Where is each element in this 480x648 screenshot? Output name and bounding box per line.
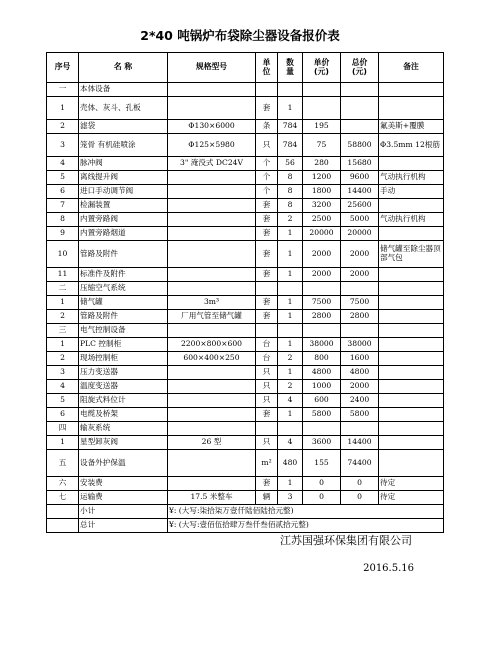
cell-name: 滤袋 — [79, 120, 168, 134]
header-no: 序号 — [47, 53, 79, 83]
cell-price: 1800 — [303, 185, 341, 199]
cell-unit: 套 — [256, 296, 278, 310]
cell-price: 195 — [303, 120, 341, 134]
table-row — [47, 227, 444, 241]
cell-remark: 气动执行机构 — [379, 213, 444, 227]
cell-unit: 只 — [256, 436, 278, 450]
table-row — [47, 324, 444, 338]
cell-name: 温度变送器 — [79, 380, 168, 394]
cell-remark — [379, 83, 444, 97]
table-row — [47, 380, 444, 394]
cell-qty: 8 — [278, 171, 303, 185]
cell-name: 笼骨 有机硅喷涂 — [79, 134, 168, 157]
cell-name: 输灰系统 — [79, 422, 168, 436]
cell-no: 3 — [47, 134, 79, 157]
cell-qty: 8 — [278, 185, 303, 199]
cell-qty: 1 — [278, 97, 303, 120]
cell-no: 5 — [47, 394, 79, 408]
cell-unit: m² — [256, 450, 278, 477]
cell-unit: 只 — [256, 366, 278, 380]
cell-name: 离线提升阀 — [79, 171, 168, 185]
cell-qty: 56 — [278, 157, 303, 171]
cell-remark — [379, 268, 444, 282]
cell-total: 5000 — [341, 213, 379, 227]
cell-price: 280 — [303, 157, 341, 171]
cell-price: 2500 — [303, 213, 341, 227]
grand-total-no — [47, 519, 79, 533]
cell-spec: 3" 淹没式 DC24V — [168, 157, 256, 171]
cell-spec: Φ130×6000 — [168, 120, 256, 134]
cell-price: 3600 — [303, 436, 341, 450]
cell-total: 5800 — [341, 408, 379, 422]
cell-price: 0 — [303, 477, 341, 491]
cell-name: 电气控制设备 — [79, 324, 168, 338]
cell-unit — [256, 422, 278, 436]
header-spec: 规格型号 — [168, 53, 256, 83]
cell-qty: 1 — [278, 227, 303, 241]
cell-unit: 套 — [256, 213, 278, 227]
header-total: 总价 (元) — [341, 53, 379, 83]
table-row — [47, 134, 444, 157]
table-row — [47, 213, 444, 227]
table-row — [47, 436, 444, 450]
cell-name: 内置旁路阀 — [79, 213, 168, 227]
cell-spec: 17.5 米整车 — [168, 491, 256, 505]
header-qty: 数 量 — [278, 53, 303, 83]
table-row — [47, 97, 444, 120]
cell-price — [303, 97, 341, 120]
cell-name: 管路及附件 — [79, 310, 168, 324]
cell-spec — [168, 213, 256, 227]
cell-unit: 个 — [256, 171, 278, 185]
cell-no: 6 — [47, 408, 79, 422]
cell-total: 0 — [341, 477, 379, 491]
cell-no: 4 — [47, 157, 79, 171]
subtotal-value: ¥: (大写:柒拾柒万壹仟陆佰陆拾元整) — [168, 505, 444, 519]
cell-no: 5 — [47, 171, 79, 185]
cell-name: 脉冲阀 — [79, 157, 168, 171]
cell-no: 2 — [47, 120, 79, 134]
cell-remark — [379, 324, 444, 338]
cell-remark — [379, 450, 444, 477]
cell-name: 压力变送器 — [79, 366, 168, 380]
cell-no: 7 — [47, 199, 79, 213]
cell-remark — [379, 282, 444, 296]
cell-total: 0 — [341, 491, 379, 505]
grand-total-row — [47, 519, 444, 533]
cell-remark: 待定 — [379, 477, 444, 491]
cell-total: 4800 — [341, 366, 379, 380]
cell-total: 2000 — [341, 268, 379, 282]
table-row — [47, 83, 444, 97]
cell-no: 1 — [47, 97, 79, 120]
cell-name: 本体设备 — [79, 83, 168, 97]
cell-name: 标准件及附件 — [79, 268, 168, 282]
cell-no: 一 — [47, 83, 79, 97]
table-row — [47, 408, 444, 422]
cell-unit: 套 — [256, 241, 278, 268]
cell-remark — [379, 157, 444, 171]
cell-qty: 1 — [278, 310, 303, 324]
cell-unit: 个 — [256, 185, 278, 199]
cell-spec — [168, 268, 256, 282]
cell-qty — [278, 83, 303, 97]
cell-price: 2000 — [303, 241, 341, 268]
cell-spec: 厂用气管至储气罐 — [168, 310, 256, 324]
cell-remark — [379, 296, 444, 310]
cell-spec — [168, 185, 256, 199]
cell-spec: 3m³ — [168, 296, 256, 310]
cell-qty: 2 — [278, 213, 303, 227]
cell-qty: 480 — [278, 450, 303, 477]
cell-remark — [379, 436, 444, 450]
cell-qty: 1 — [278, 408, 303, 422]
header-remark: 备注 — [379, 53, 444, 83]
grand-total-value: ¥: (大写:壹佰伍拾肆万叁仟叁佰贰拾元整) — [168, 519, 444, 533]
cell-name: 电缆及桥架 — [79, 408, 168, 422]
cell-price: 2000 — [303, 268, 341, 282]
table-row — [47, 352, 444, 366]
cell-unit: 套 — [256, 477, 278, 491]
cell-no: 2 — [47, 310, 79, 324]
table-row — [47, 491, 444, 505]
cell-no: 1 — [47, 436, 79, 450]
cell-no: 3 — [47, 366, 79, 380]
cell-remark — [379, 310, 444, 324]
cell-unit: 只 — [256, 380, 278, 394]
cell-spec — [168, 408, 256, 422]
table-row — [47, 199, 444, 213]
cell-unit — [256, 282, 278, 296]
table-row — [47, 120, 444, 134]
cell-spec: 26 型 — [168, 436, 256, 450]
cell-qty: 2 — [278, 352, 303, 366]
cell-spec — [168, 450, 256, 477]
cell-price: 600 — [303, 394, 341, 408]
cell-qty — [278, 282, 303, 296]
cell-unit: 台 — [256, 338, 278, 352]
cell-name: 运输费 — [79, 491, 168, 505]
cell-name: 进口手动调节阀 — [79, 185, 168, 199]
cell-unit: 套 — [256, 227, 278, 241]
cell-no: 8 — [47, 213, 79, 227]
cell-price: 155 — [303, 450, 341, 477]
cell-name: 设备外护保温 — [79, 450, 168, 477]
cell-total: 9600 — [341, 171, 379, 185]
table-row — [47, 171, 444, 185]
cell-unit: 套 — [256, 97, 278, 120]
cell-no: 4 — [47, 380, 79, 394]
cell-price — [303, 324, 341, 338]
table-row — [47, 422, 444, 436]
cell-total: 38000 — [341, 338, 379, 352]
cell-name: 储气罐 — [79, 296, 168, 310]
cell-qty — [278, 324, 303, 338]
cell-unit: 套 — [256, 408, 278, 422]
cell-remark: 待定 — [379, 491, 444, 505]
cell-total — [341, 282, 379, 296]
cell-name: PLC 控制柜 — [79, 338, 168, 352]
cell-unit: 套 — [256, 268, 278, 282]
cell-spec — [168, 380, 256, 394]
cell-remark — [379, 97, 444, 120]
header-name: 名 称 — [79, 53, 168, 83]
cell-price: 75 — [303, 134, 341, 157]
cell-name: 检漏装置 — [79, 199, 168, 213]
table-row — [47, 268, 444, 282]
table-row — [47, 185, 444, 199]
cell-price: 800 — [303, 352, 341, 366]
document-title: 2*40 吨锅炉布袋除尘器设备报价表 — [140, 28, 340, 43]
table-row — [47, 310, 444, 324]
cell-name: 阻旋式料位计 — [79, 394, 168, 408]
cell-total: 25600 — [341, 199, 379, 213]
cell-qty: 784 — [278, 134, 303, 157]
cell-price: 3200 — [303, 199, 341, 213]
cell-unit: 套 — [256, 199, 278, 213]
table-row — [47, 338, 444, 352]
cell-name: 安装费 — [79, 477, 168, 491]
table-row — [47, 241, 444, 268]
table-row — [47, 477, 444, 491]
cell-unit: 个 — [256, 157, 278, 171]
subtotal-label: 小计 — [79, 505, 168, 519]
cell-qty: 1 — [278, 477, 303, 491]
cell-total: 14400 — [341, 436, 379, 450]
grand-total-label: 总计 — [79, 519, 168, 533]
cell-spec: Φ125×5980 — [168, 134, 256, 157]
cell-no: 七 — [47, 491, 79, 505]
cell-unit — [256, 83, 278, 97]
cell-qty: 3 — [278, 491, 303, 505]
cell-remark — [379, 394, 444, 408]
cell-total: 2000 — [341, 380, 379, 394]
cell-qty: 1 — [278, 241, 303, 268]
cell-spec — [168, 97, 256, 120]
cell-remark: 手动 — [379, 185, 444, 199]
cell-total: 74400 — [341, 450, 379, 477]
cell-no: 9 — [47, 227, 79, 241]
cell-name: 管路及附件 — [79, 241, 168, 268]
cell-spec — [168, 227, 256, 241]
cell-price: 0 — [303, 491, 341, 505]
cell-name: 壳体、灰斗、孔板 — [79, 97, 168, 120]
cell-spec — [168, 171, 256, 185]
cell-remark: Φ3.5mm 12根筋 — [379, 134, 444, 157]
cell-price: 1000 — [303, 380, 341, 394]
cell-remark — [379, 408, 444, 422]
cell-remark — [379, 366, 444, 380]
cell-remark: 储气罐至除尘器顶部气包 — [379, 241, 444, 268]
cell-spec — [168, 199, 256, 213]
cell-spec — [168, 422, 256, 436]
cell-qty: 1 — [278, 338, 303, 352]
table-row — [47, 366, 444, 380]
cell-spec: 600×400×250 — [168, 352, 256, 366]
cell-spec — [168, 241, 256, 268]
cell-spec — [168, 324, 256, 338]
cell-total: 15680 — [341, 157, 379, 171]
cell-name: 内置旁路烟道 — [79, 227, 168, 241]
cell-total: 2400 — [341, 394, 379, 408]
cell-no: 三 — [47, 324, 79, 338]
cell-spec: 2200×800×600 — [168, 338, 256, 352]
cell-total: 58800 — [341, 134, 379, 157]
cell-qty: 784 — [278, 120, 303, 134]
cell-no: 2 — [47, 352, 79, 366]
cell-total: 20000 — [341, 227, 379, 241]
table-row — [47, 157, 444, 171]
cell-qty — [278, 422, 303, 436]
cell-price: 5800 — [303, 408, 341, 422]
cell-price — [303, 83, 341, 97]
subtotal-row — [47, 505, 444, 519]
cell-total: 2800 — [341, 310, 379, 324]
cell-qty: 2 — [278, 380, 303, 394]
cell-total — [341, 120, 379, 134]
subtotal-no — [47, 505, 79, 519]
cell-unit: 条 — [256, 120, 278, 134]
cell-name: 压缩空气系统 — [79, 282, 168, 296]
cell-price: 20000 — [303, 227, 341, 241]
document-date: 2016.5.16 — [363, 563, 414, 574]
cell-qty: 4 — [278, 394, 303, 408]
quotation-table — [46, 52, 444, 533]
cell-unit: 辆 — [256, 491, 278, 505]
cell-spec — [168, 477, 256, 491]
cell-unit: 只 — [256, 134, 278, 157]
table-body — [47, 83, 444, 505]
cell-total: 2000 — [341, 241, 379, 268]
cell-name: 现场控制柜 — [79, 352, 168, 366]
cell-qty: 8 — [278, 199, 303, 213]
table-header-row — [47, 53, 444, 83]
cell-remark — [379, 227, 444, 241]
cell-total: 1600 — [341, 352, 379, 366]
cell-unit: 只 — [256, 394, 278, 408]
cell-remark — [379, 199, 444, 213]
cell-remark — [379, 422, 444, 436]
cell-remark — [379, 338, 444, 352]
cell-name: 星型卸灰阀 — [79, 436, 168, 450]
cell-no: 1 — [47, 338, 79, 352]
cell-remark — [379, 352, 444, 366]
cell-price: 1200 — [303, 171, 341, 185]
cell-spec — [168, 83, 256, 97]
cell-price: 2800 — [303, 310, 341, 324]
cell-no: 六 — [47, 477, 79, 491]
cell-unit: 套 — [256, 310, 278, 324]
cell-total — [341, 83, 379, 97]
cell-total: 7500 — [341, 296, 379, 310]
header-price: 单价 (元) — [303, 53, 341, 83]
cell-total — [341, 324, 379, 338]
cell-remark — [379, 380, 444, 394]
table-row — [47, 282, 444, 296]
cell-no: 1 — [47, 296, 79, 310]
cell-remark: 氟美斯+覆膜 — [379, 120, 444, 134]
cell-qty: 1 — [278, 296, 303, 310]
cell-no: 四 — [47, 422, 79, 436]
cell-total — [341, 422, 379, 436]
table-row — [47, 450, 444, 477]
company-name: 江苏国强环保集团有限公司 — [280, 534, 412, 547]
cell-spec — [168, 366, 256, 380]
table-row — [47, 394, 444, 408]
cell-spec — [168, 282, 256, 296]
cell-price: 7500 — [303, 296, 341, 310]
table-row — [47, 296, 444, 310]
cell-remark: 气动执行机构 — [379, 171, 444, 185]
header-unit: 单 位 — [256, 53, 278, 83]
cell-no: 10 — [47, 241, 79, 268]
cell-no: 五 — [47, 450, 79, 477]
cell-price: 4800 — [303, 366, 341, 380]
cell-price — [303, 282, 341, 296]
cell-price — [303, 422, 341, 436]
cell-price: 38000 — [303, 338, 341, 352]
cell-no: 6 — [47, 185, 79, 199]
cell-spec — [168, 394, 256, 408]
cell-qty: 4 — [278, 436, 303, 450]
cell-unit — [256, 324, 278, 338]
cell-no: 11 — [47, 268, 79, 282]
cell-unit: 台 — [256, 352, 278, 366]
cell-qty: 1 — [278, 366, 303, 380]
cell-total: 14400 — [341, 185, 379, 199]
cell-total — [341, 97, 379, 120]
cell-no: 二 — [47, 282, 79, 296]
cell-qty: 1 — [278, 268, 303, 282]
